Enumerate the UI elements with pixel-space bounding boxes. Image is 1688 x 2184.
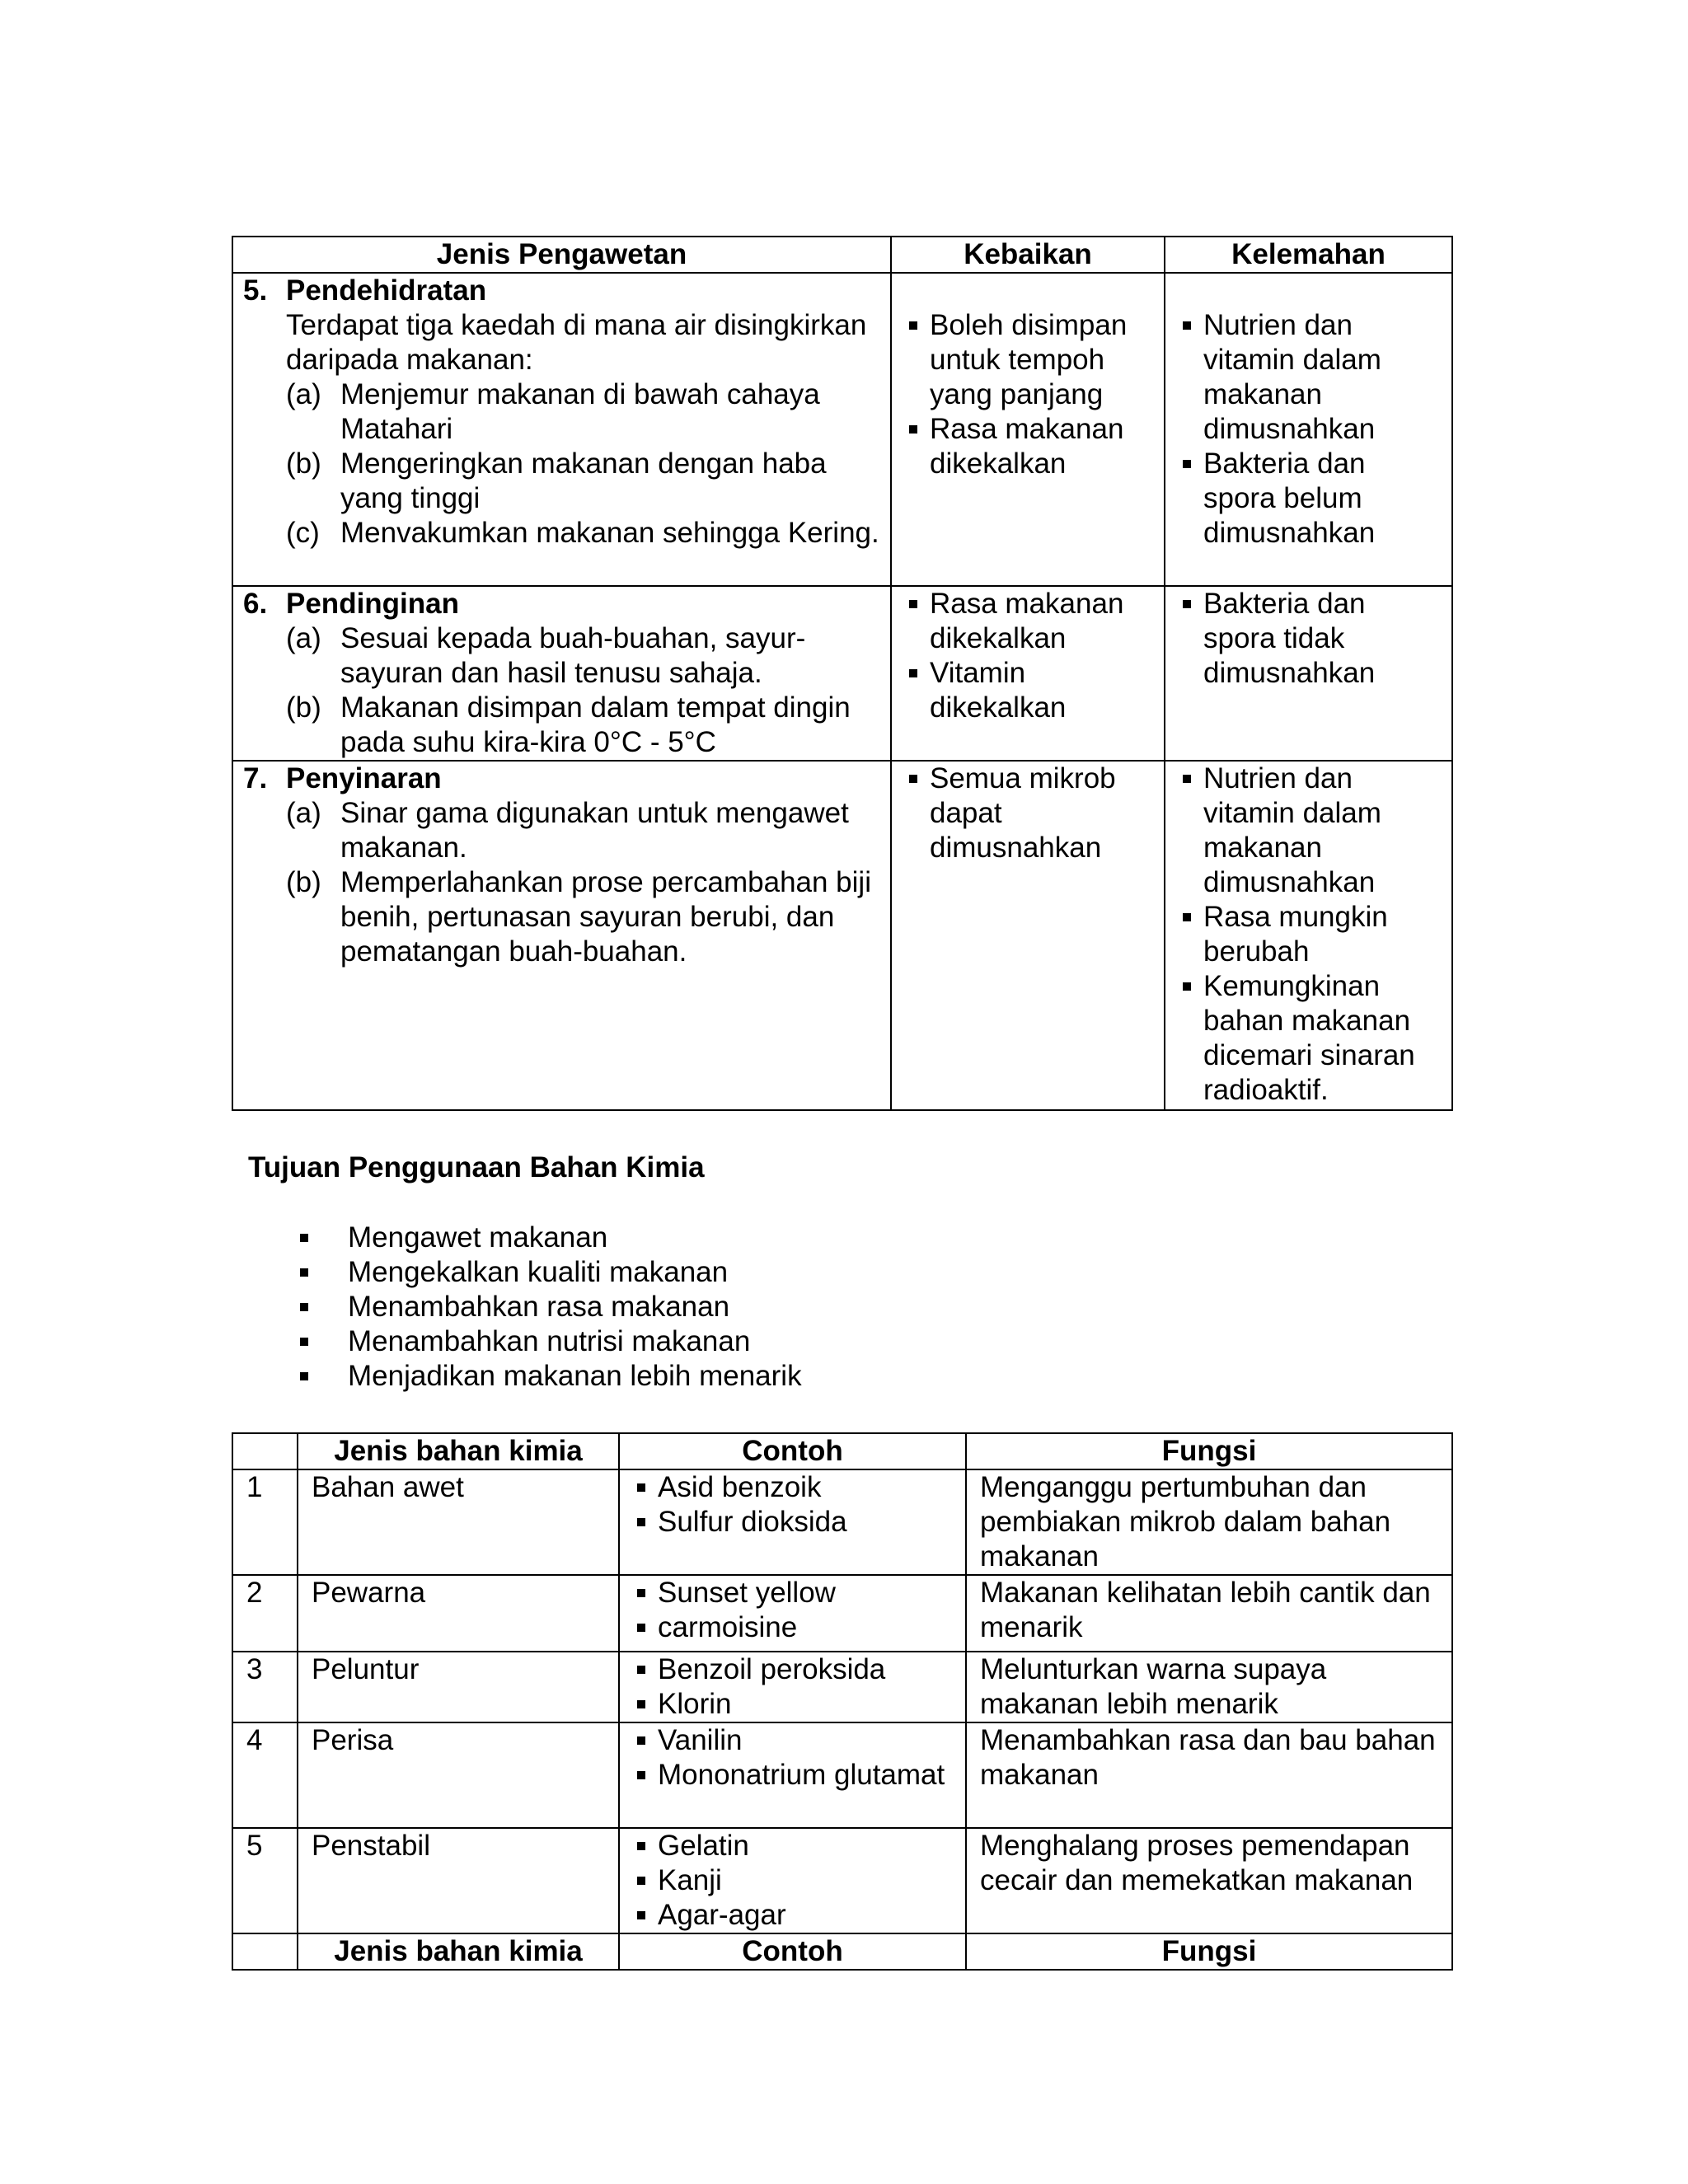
chemical-type: Penstabil <box>298 1828 619 1933</box>
disadvantages-cell <box>1165 273 1452 586</box>
advantages-cell <box>891 761 1165 1110</box>
list-item: Agar-agar <box>630 1898 959 1933</box>
list-item: Nutrien dan vitamin dalam makanan dimusnahkan <box>1175 308 1445 447</box>
list-item: Gelatin <box>630 1829 959 1863</box>
examples-cell <box>619 1575 966 1652</box>
section-title: Tujuan Penggunaan Bahan Kimia <box>248 1151 705 1183</box>
chemical-type: Pewarna <box>298 1575 619 1652</box>
list-item: Asid benzoik <box>630 1470 959 1505</box>
column-header: Kelemahan <box>1165 237 1452 273</box>
list-item: Boleh disimpan untuk tempoh yang panjang <box>902 308 1157 412</box>
row-number: 2 <box>232 1575 298 1652</box>
method-item: (c) Menvakumkan makanan sehingga Kering. <box>286 517 879 549</box>
advantages-cell <box>891 273 1165 586</box>
examples-cell <box>619 1652 966 1722</box>
examples-cell <box>619 1469 966 1575</box>
list-item: Klorin <box>630 1687 959 1722</box>
table-row <box>232 761 1452 1110</box>
table-row <box>232 1575 1452 1652</box>
chemical-type: Peluntur <box>298 1652 619 1722</box>
list-item: Semua mikrob dapat dimusnahkan <box>902 762 1157 865</box>
table-row <box>232 1652 1452 1722</box>
list-item: Kanji <box>630 1863 959 1898</box>
row-number: 3 <box>232 1652 298 1722</box>
column-footer: Contoh <box>619 1933 966 1970</box>
table-row <box>232 1722 1452 1828</box>
list-item: Sulfur dioksida <box>630 1505 959 1540</box>
table-footer-row <box>232 1933 1452 1970</box>
column-footer <box>232 1933 298 1970</box>
column-footer: Jenis bahan kimia <box>298 1933 619 1970</box>
list-item: Mononatrium glutamat <box>630 1758 959 1793</box>
list-item: Mengekalkan kualiti makanan <box>297 1255 802 1290</box>
purpose-list <box>297 1221 802 1394</box>
list-item: Bakteria dan spora tidak dimusnahkan <box>1175 587 1445 691</box>
table-row <box>232 273 1452 586</box>
list-item: Nutrien dan vitamin dalam makanan dimusnahkan <box>1175 762 1445 900</box>
list-item: carmoisine <box>630 1610 959 1645</box>
table-row <box>232 586 1452 761</box>
method-item: (a) Sinar gama digunakan untuk mengawet makanan. <box>286 797 849 864</box>
row-number: 5 <box>232 1828 298 1933</box>
disadvantages-cell <box>1165 761 1452 1110</box>
chemical-type: Bahan awet <box>298 1469 619 1575</box>
column-header: Kebaikan <box>891 237 1165 273</box>
list-item: Rasa makanan dikekalkan <box>902 587 1157 656</box>
examples-cell <box>619 1828 966 1933</box>
column-footer: Fungsi <box>966 1933 1452 1970</box>
function-cell: Menganggu pertumbuhan dan pembiakan mikrob dalam bahan makanan <box>966 1469 1452 1575</box>
column-header: Contoh <box>619 1433 966 1469</box>
list-item: Rasa makanan dikekalkan <box>902 412 1157 481</box>
method-intro: Terdapat tiga kaedah di mana air disingkirkan daripada makanan: <box>286 309 867 376</box>
examples-cell <box>619 1722 966 1828</box>
table-row <box>232 1469 1452 1575</box>
method-cell <box>232 761 891 1110</box>
method-item: (b) Mengeringkan makanan dengan haba yang tinggi <box>286 448 827 514</box>
list-item: Benzoil peroksida <box>630 1652 959 1687</box>
method-item: (b) Makanan disimpan dalam tempat dingin pada suhu kira-kira 0°C - 5°C <box>286 691 851 758</box>
disadvantages-cell <box>1165 586 1452 761</box>
method-title: 5. Pendehidratan <box>243 274 487 307</box>
method-cell <box>232 586 891 761</box>
table-header-row <box>232 237 1452 273</box>
column-header: Jenis Pengawetan <box>232 237 891 273</box>
chemicals-table <box>232 1432 1453 1971</box>
row-number: 4 <box>232 1722 298 1828</box>
list-item: Kemungkinan bahan makanan dicemari sinaran radioaktif. <box>1175 969 1445 1108</box>
list-item: Vitamin dikekalkan <box>902 656 1157 725</box>
list-item: Mengawet makanan <box>297 1221 802 1255</box>
column-header <box>232 1433 298 1469</box>
list-item: Vanilin <box>630 1723 959 1758</box>
advantages-cell <box>891 586 1165 761</box>
method-item: (b) Memperlahankan prose percambahan biji benih, pertunasan sayuran berubi, dan pematangan buah-buahan. <box>286 866 871 968</box>
method-item: (a) Menjemur makanan di bawah cahaya Matahari <box>286 378 820 445</box>
method-title: 7. Penyinaran <box>243 762 442 794</box>
list-item: Sunset yellow <box>630 1576 959 1610</box>
chemical-type: Perisa <box>298 1722 619 1828</box>
method-item: (a) Sesuai kepada buah-buahan, sayur-sayuran dan hasil tenusu sahaja. <box>286 622 806 689</box>
row-number: 1 <box>232 1469 298 1575</box>
preservation-table <box>232 236 1453 1111</box>
list-item: Menambahkan nutrisi makanan <box>297 1324 802 1359</box>
function-cell: Menambahkan rasa dan bau bahan makanan <box>966 1722 1452 1828</box>
list-item: Rasa mungkin berubah <box>1175 900 1445 969</box>
function-cell: Makanan kelihatan lebih cantik dan menarik <box>966 1575 1452 1652</box>
list-item: Bakteria dan spora belum dimusnahkan <box>1175 447 1445 551</box>
function-cell: Melunturkan warna supaya makanan lebih menarik <box>966 1652 1452 1722</box>
column-header: Jenis bahan kimia <box>298 1433 619 1469</box>
table-row <box>232 1828 1452 1933</box>
method-cell <box>232 273 891 586</box>
column-header: Fungsi <box>966 1433 1452 1469</box>
table-header-row <box>232 1433 1452 1469</box>
list-item: Menjadikan makanan lebih menarik <box>297 1359 802 1394</box>
method-title: 6. Pendinginan <box>243 588 459 620</box>
function-cell: Menghalang proses pemendapan cecair dan memekatkan makanan <box>966 1828 1452 1933</box>
list-item: Menambahkan rasa makanan <box>297 1290 802 1324</box>
